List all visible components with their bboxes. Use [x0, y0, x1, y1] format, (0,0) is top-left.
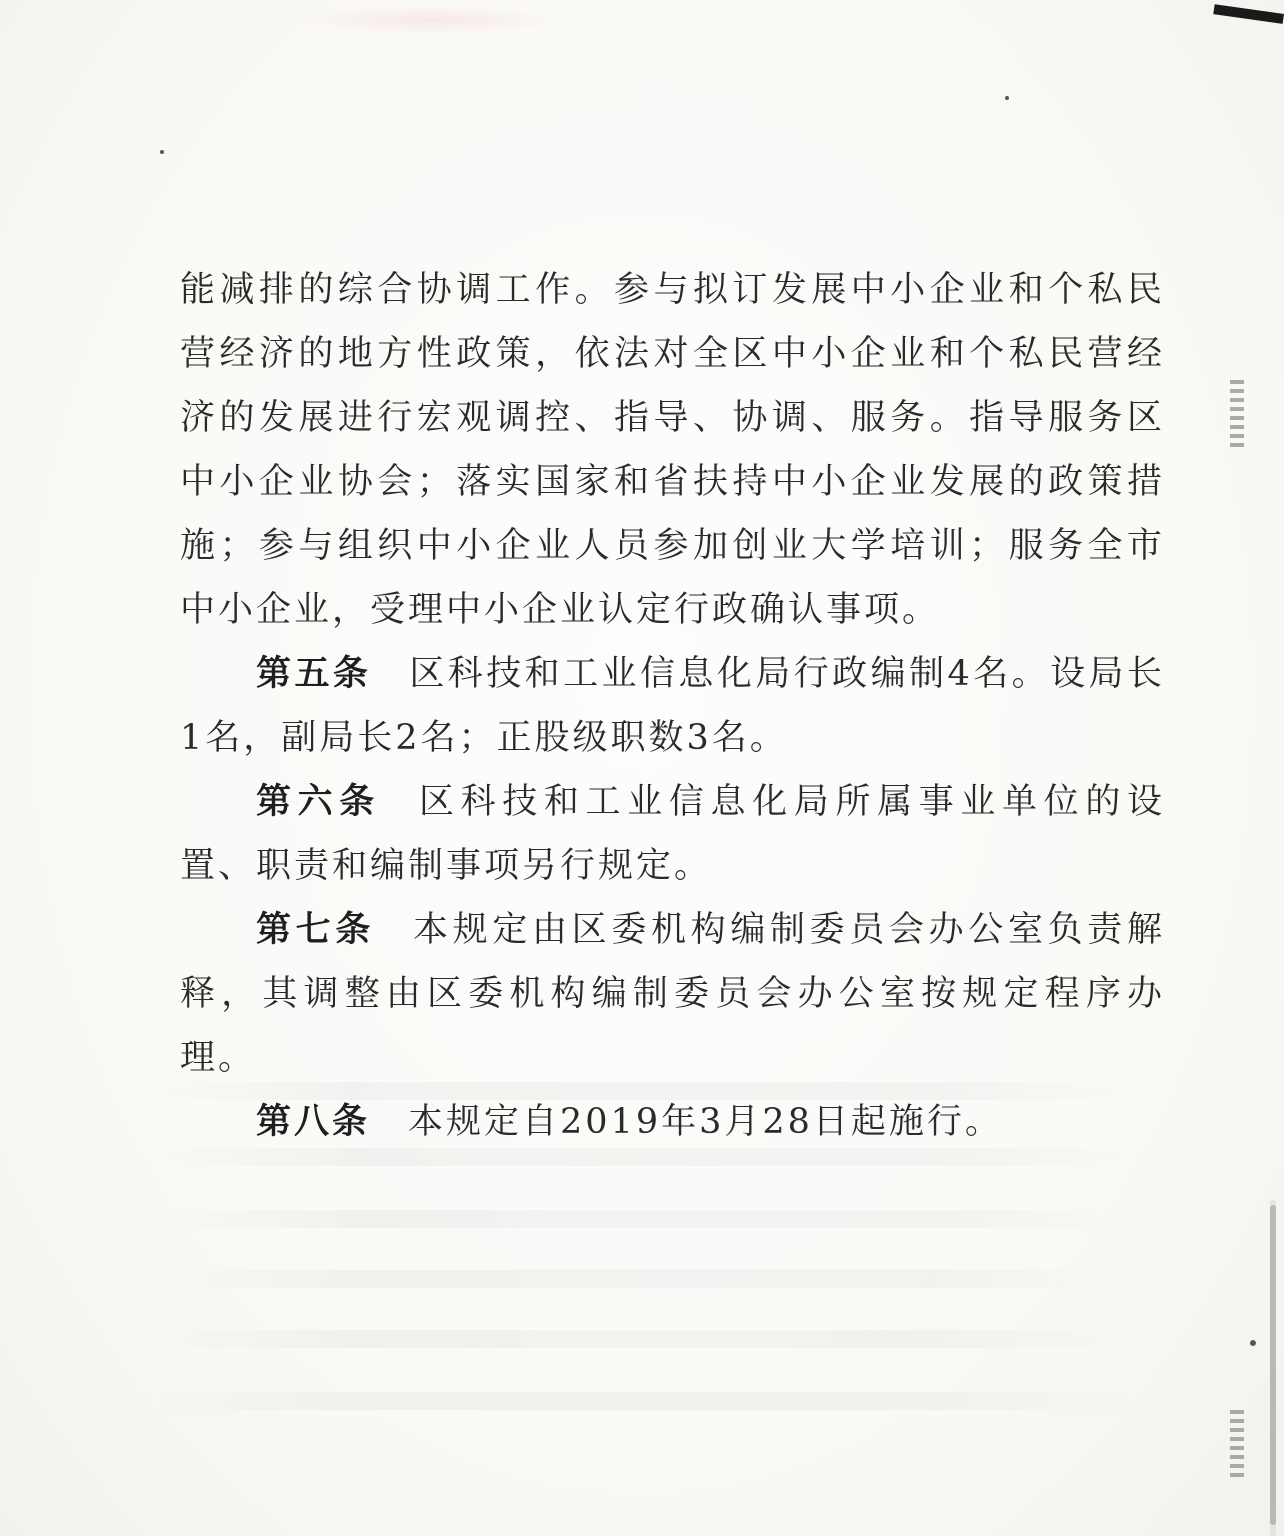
- article-6: [180, 770, 1165, 898]
- bleed-through-line: [150, 1392, 1134, 1410]
- bleed-through-line: [150, 1270, 1134, 1288]
- intro-paragraph: 能减排的综合协调工作。参与拟订发展中小企业和个私民营经济的地方性政策，依法对全区中小企业和个私民营经济的发展进行宏观调控、指导、协调、服务。指导服务区中小企业协会；落实国家和省扶持中小企业发展的政策措施；参与组织中小企业人员参加创业大学培训；服务全市中小企业，受理中小企业认定行政确认事项。: [180, 270, 1165, 630]
- scrollbar-thumb[interactable]: [1270, 1205, 1276, 1525]
- article-text: 区科技和工业信息化局所属事业单位的设置、职责和编制事项另行规定。: [180, 782, 1165, 886]
- article-8: [180, 1090, 1165, 1154]
- article-heading: 第八条: [256, 1102, 371, 1142]
- binding-hole-mark: [1230, 380, 1244, 450]
- article-text: 本规定自2019年3月28日起施行。: [408, 1102, 1003, 1142]
- dust-speck: [160, 150, 164, 154]
- scan-edge-shadow: [1213, 4, 1284, 24]
- red-stamp-bleed: [300, 6, 560, 34]
- bleed-through-line: [150, 1330, 1134, 1348]
- dust-speck: [1250, 1340, 1256, 1346]
- article-5: [180, 642, 1165, 770]
- binding-hole-mark: [1230, 1410, 1244, 1480]
- article-text: 本规定由区委机构编制委员会办公室负责解释，其调整由区委机构编制委员会办公室按规定程序办理。: [180, 910, 1165, 1078]
- bleed-through-line: [150, 1210, 1134, 1228]
- article-heading: 第七条: [256, 910, 375, 950]
- article-heading: 第五条: [256, 654, 372, 694]
- document-body: [180, 258, 1165, 1154]
- article-7: [180, 898, 1165, 1090]
- article-text: 区科技和工业信息化局行政编制4名。设局长1名，副局长2名；正股级职数3名。: [180, 654, 1165, 758]
- article-heading: 第六条: [256, 782, 381, 822]
- dust-speck: [1005, 96, 1009, 100]
